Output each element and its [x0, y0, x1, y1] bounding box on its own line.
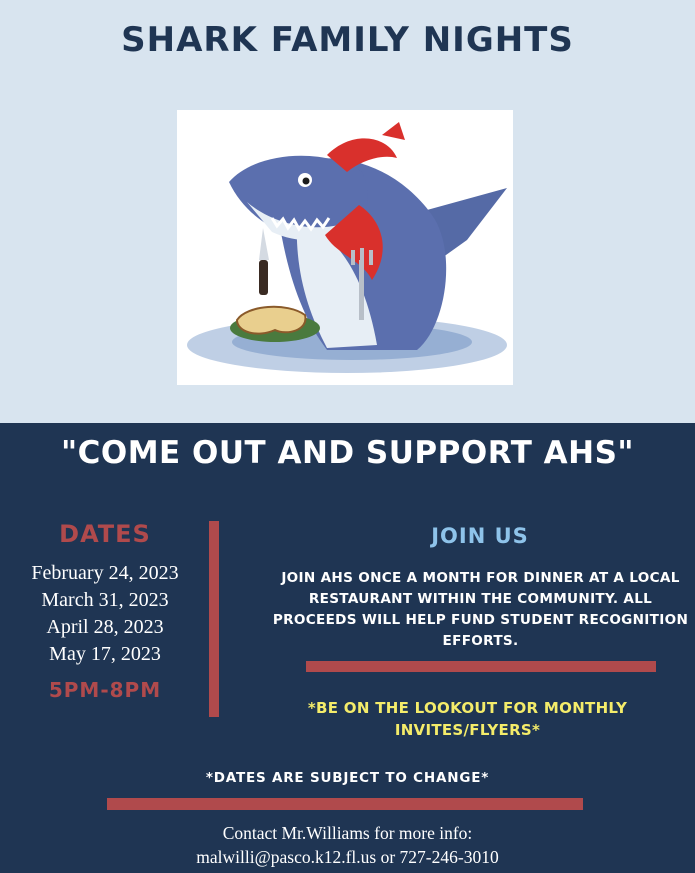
slogan-heading: "COME OUT AND SUPPORT AHS" — [60, 435, 635, 471]
horizontal-divider — [107, 798, 583, 810]
dates-list — [0, 560, 210, 668]
contact-email-phone: malwilli@pasco.k12.fl.us or 727-246-3010 — [196, 847, 499, 867]
dates-change-notice: *DATES ARE SUBJECT TO CHANGE* — [205, 770, 490, 786]
shark-illustration — [177, 110, 513, 385]
contact-info — [80, 821, 615, 869]
date-item: May 17, 2023 — [49, 643, 161, 665]
page-title: SHARK FAMILY NIGHTS — [121, 20, 574, 60]
lookout-notice: *BE ON THE LOOKOUT FOR MONTHLY INVITES/FLYERS* — [307, 699, 628, 739]
join-heading: JOIN US — [431, 524, 529, 548]
join-description: JOIN AHS ONCE A MONTH FOR DINNER AT A LOCAL RESTAURANT WITHIN THE COMMUNITY. ALL PROCEEDS WILL HELP FUND STUDENT RECOGNITION EFFORTS. — [272, 570, 689, 649]
dates-heading: DATES — [59, 520, 151, 548]
event-time: 5PM-8PM — [48, 678, 162, 702]
vertical-divider — [209, 521, 219, 717]
horizontal-divider — [306, 661, 656, 672]
contact-line: Contact Mr.Williams for more info: — [222, 823, 473, 843]
shark-dining-icon — [177, 110, 513, 385]
date-item: February 24, 2023 — [31, 562, 179, 584]
date-item: April 28, 2023 — [46, 616, 164, 638]
date-item: March 31, 2023 — [41, 589, 169, 611]
